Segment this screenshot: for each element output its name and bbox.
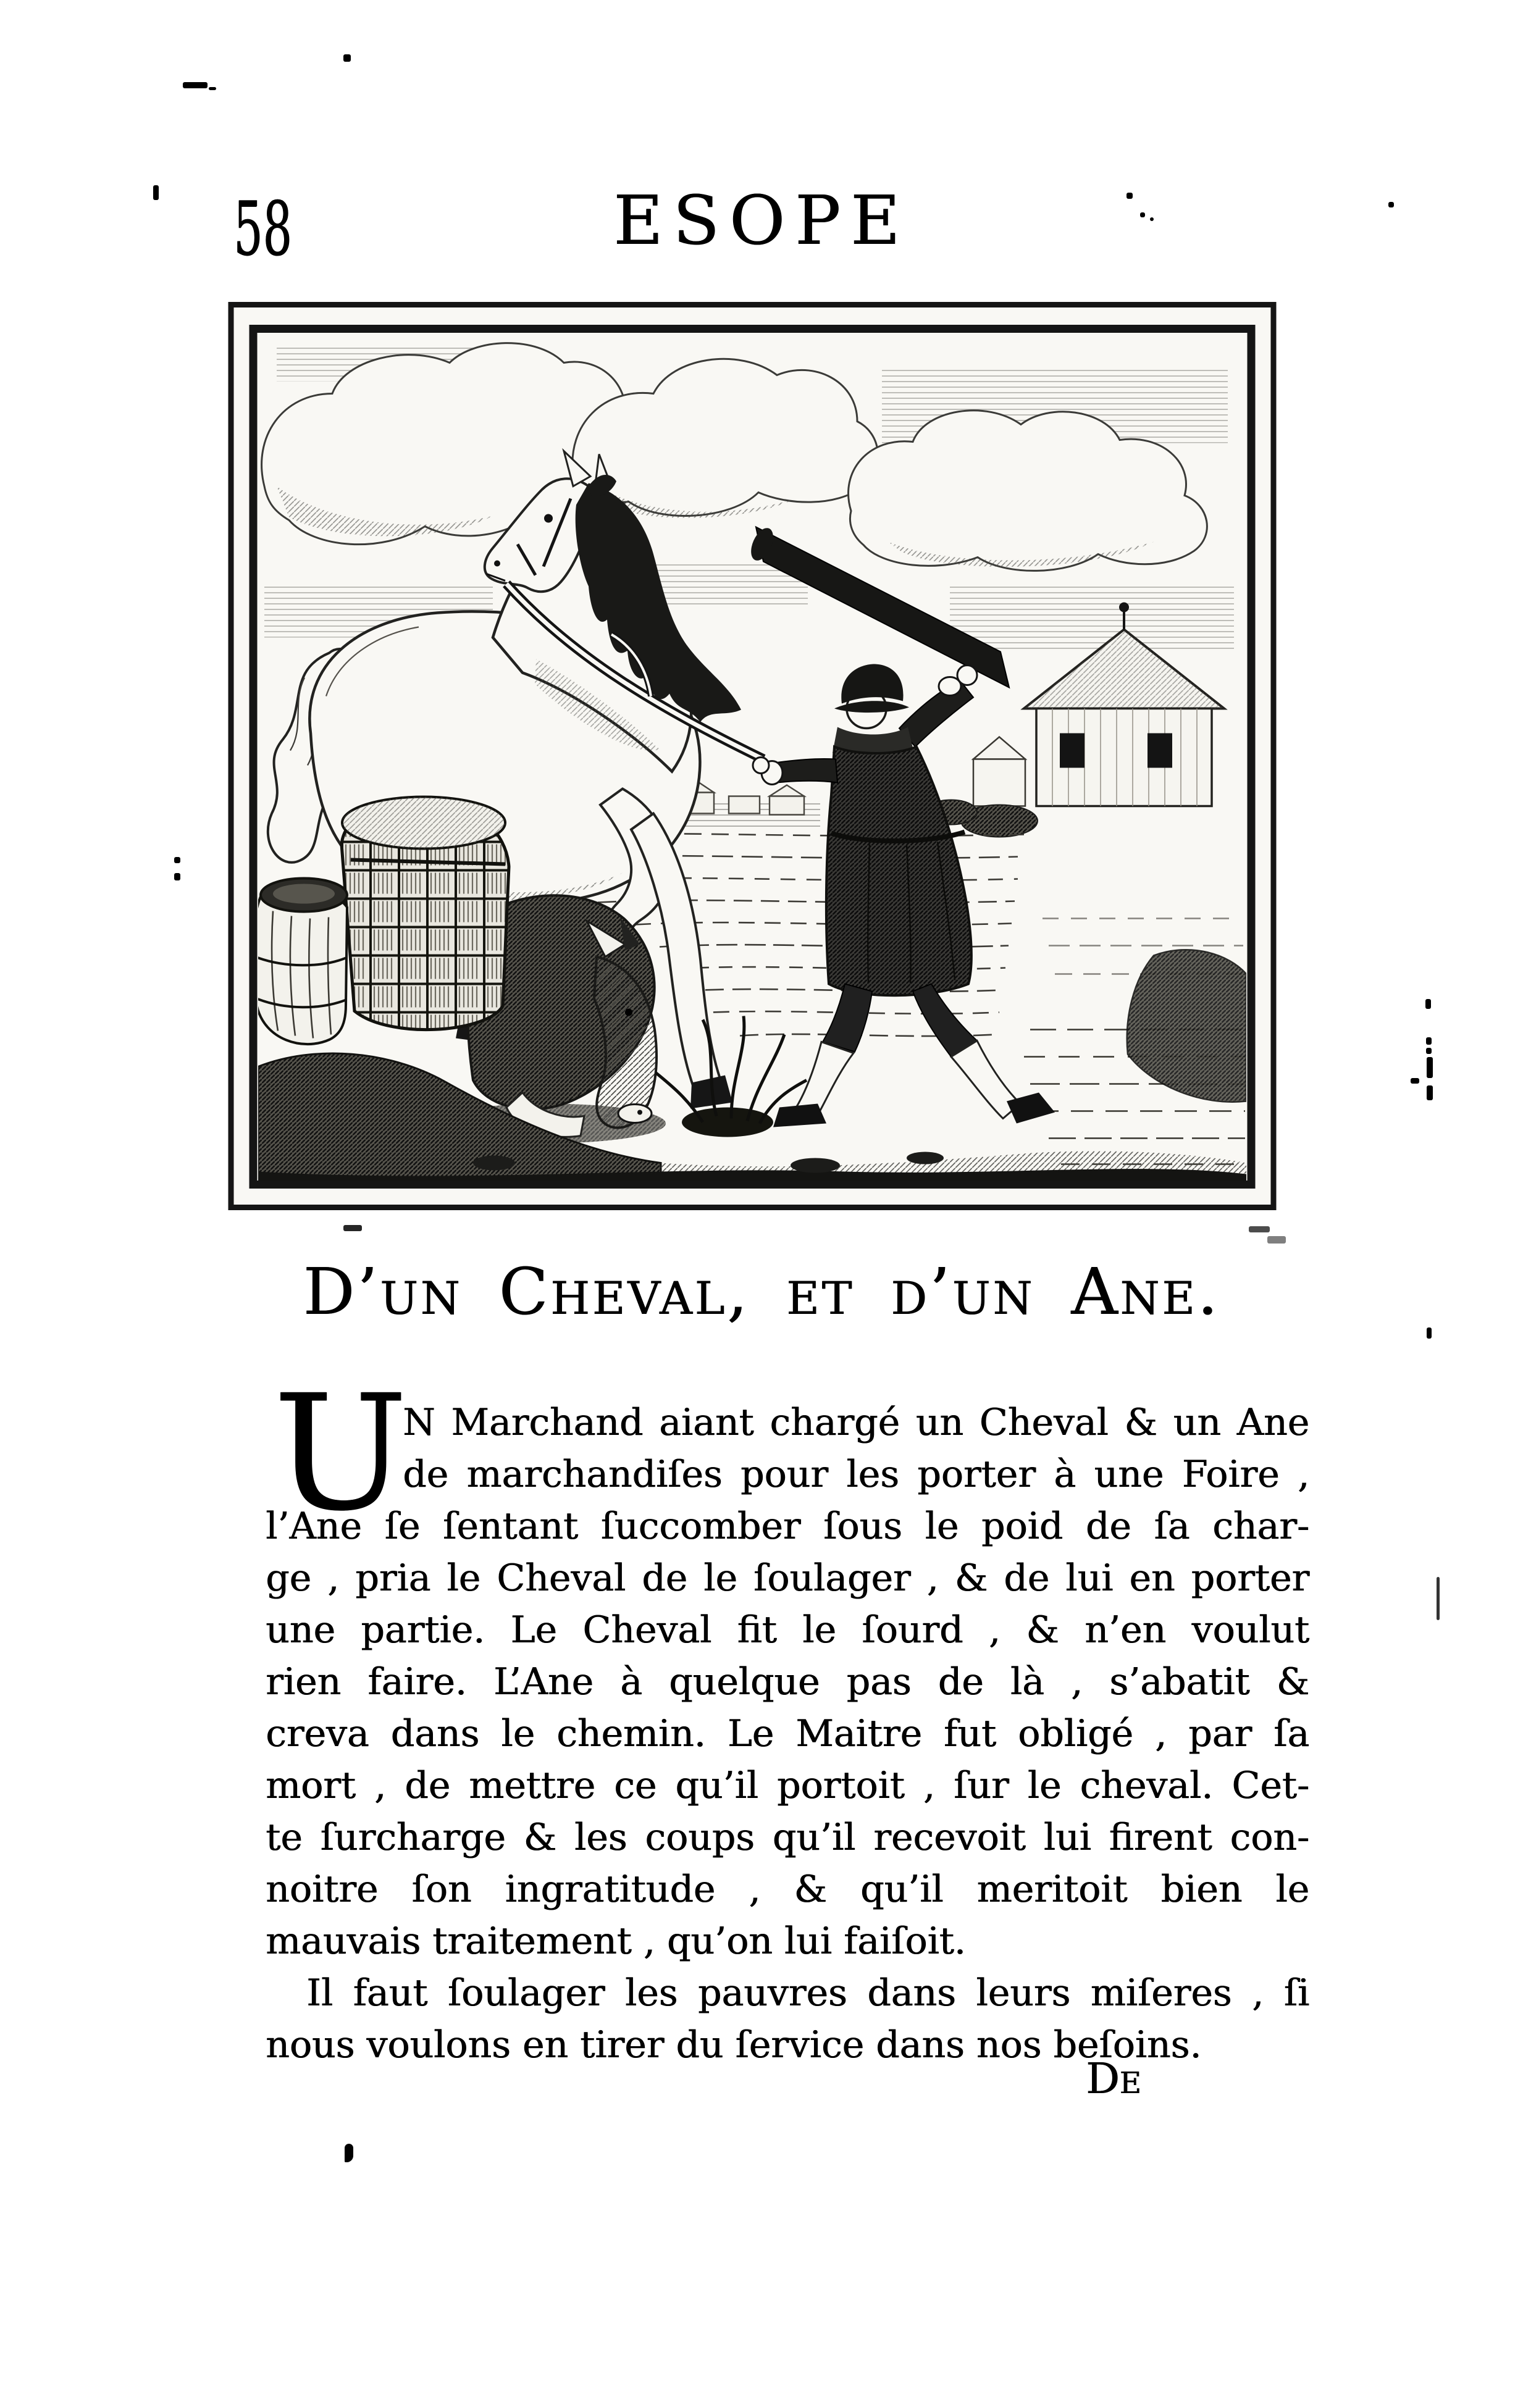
text-line: mort , de mettre ce qu’il portoit , ſur le cheval. Cet- — [266, 1764, 1309, 1807]
text-line: l’Ane ſe ſentant ſuccomber ſous le poid de ſa char- — [266, 1505, 1309, 1548]
text-line: creva dans le chemin. Le Maitre fut obligé , par ſa — [266, 1712, 1309, 1755]
ink-speck — [1427, 1057, 1433, 1078]
text-line: rien faire. L’Ane à quelque pas de là , s’abatit & — [266, 1660, 1309, 1704]
ink-speck — [1426, 1037, 1432, 1045]
roof-finial — [1119, 603, 1129, 612]
running-title: ESOPE — [613, 181, 910, 260]
text-line: te ſurcharge & les coups qu’il recevoit lui firent con- — [266, 1816, 1309, 1859]
ink-speck — [1388, 202, 1394, 207]
ink-speck — [1150, 217, 1154, 221]
ink-speck — [1437, 1577, 1440, 1620]
ink-speck — [153, 185, 159, 200]
ink-speck — [343, 54, 351, 62]
ink-speck — [183, 82, 208, 88]
donkey-eye — [625, 1009, 632, 1016]
drop-cap: U — [273, 1361, 408, 1546]
hand-on-rein — [753, 758, 769, 774]
ink-speck — [1127, 193, 1133, 199]
text-line: de marchandiſes pour les porter à une Foire , — [403, 1453, 1309, 1496]
house-window — [1147, 734, 1172, 768]
ink-speck — [1267, 1236, 1286, 1244]
fable-text — [266, 1361, 1309, 2071]
ink-speck — [1140, 212, 1145, 217]
moral-line: nous voulons en tirer du ſervice dans nos beſoins. — [266, 2023, 1202, 2067]
hand-on-club — [957, 666, 977, 685]
woodcut-illustration — [227, 300, 1277, 1213]
fable-title: D’un Cheval, et d’un Ane. — [303, 1254, 1220, 1329]
page-number: 58 — [233, 186, 292, 272]
donkey-muzzle — [618, 1105, 652, 1123]
ink-speck — [1425, 999, 1431, 1009]
ink-speck — [1411, 1078, 1419, 1084]
house-window — [1060, 734, 1085, 768]
ink-speck — [1426, 1048, 1432, 1054]
ink-speck — [174, 873, 180, 880]
text-line: une partie. Le Cheval fit le ſourd , & n’en voulut — [266, 1608, 1309, 1652]
ink-speck — [343, 1225, 362, 1231]
horse-eye — [544, 514, 553, 523]
text-line: ge , pria le Cheval de le ſoulager , & de lui en porter — [266, 1557, 1309, 1600]
text-line: noitre ſon ingratitude , & qu’il meritoit bien le — [266, 1868, 1309, 1911]
ink-speck — [174, 857, 180, 863]
ink-speck — [209, 87, 216, 90]
ink-speck — [1249, 1226, 1270, 1232]
catchword: De — [1086, 2055, 1141, 2104]
text-line: N Marchand aiant chargé un Cheval & un Ane — [403, 1401, 1309, 1444]
woodcut-svg — [227, 300, 1277, 1213]
moral-line: Il faut ſoulager les pauvres dans leurs miſeres , ſi — [306, 1971, 1309, 2015]
ink-speck — [345, 2144, 353, 2162]
ink-speck — [1427, 1327, 1432, 1339]
text-line: mauvais traitement , qu’on lui faiſoit. — [266, 1920, 966, 1963]
ink-speck — [1427, 1085, 1433, 1100]
extended-arm — [774, 759, 837, 783]
